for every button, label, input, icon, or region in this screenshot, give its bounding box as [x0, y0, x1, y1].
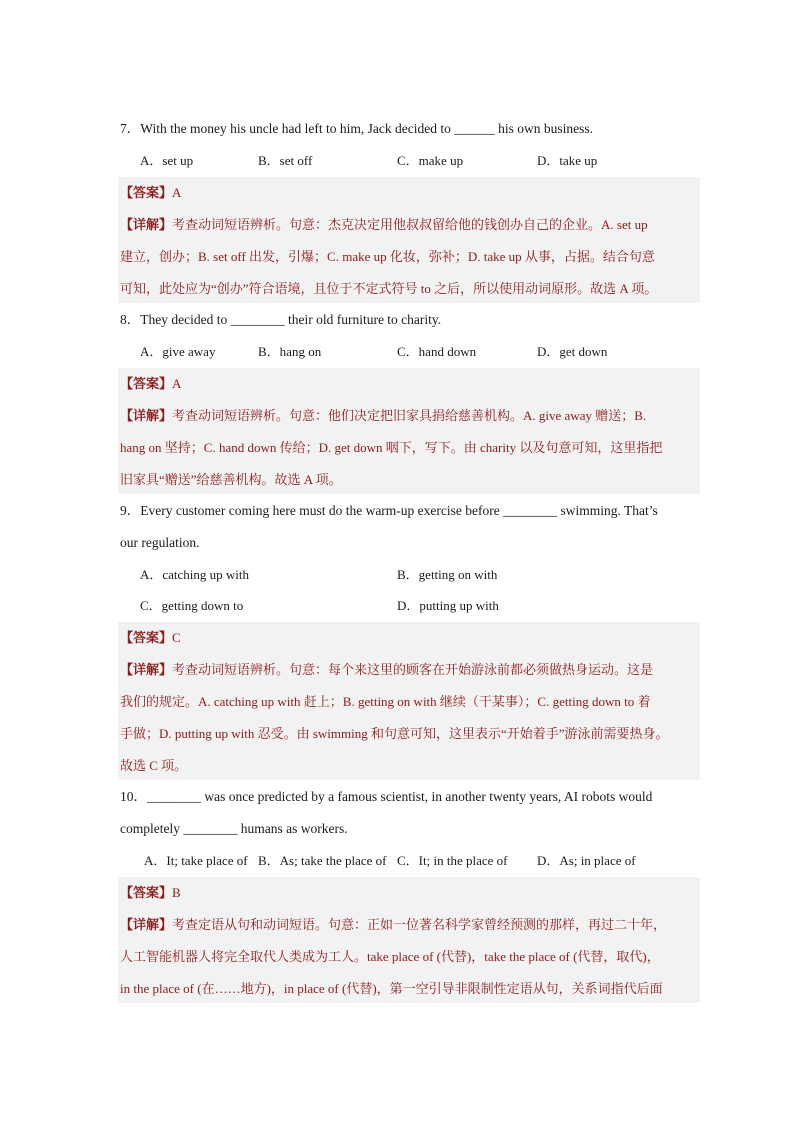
detail-text: 考查动词短语辨析。句意：杰克决定用他叔叔留给他的钱创办自己的企业。A. set up	[172, 217, 648, 232]
detail-line-4: 故选 C 项。	[120, 758, 188, 773]
answer-line	[120, 184, 181, 203]
question-9-stem-line-2: our regulation.	[120, 535, 200, 550]
question-8-stem: 8．They decided to ________ their old furniture to charity.	[120, 312, 442, 327]
question-8-answer-block	[118, 368, 700, 494]
question-8-option-d: D．get down	[537, 344, 608, 359]
detail-text: 考查动词短语辨析。句意：他们决定把旧家具捐给慈善机构。A. give away 赠送；B.	[172, 408, 647, 423]
question-10-option-b: B．As; take the place of	[258, 853, 387, 868]
question-10-option-d: D．As; in place of	[537, 853, 636, 868]
detail-line-2: 人工智能机器人将完全取代人类成为工人。take place of (代替)，take the place of (代替，取代)，	[120, 949, 660, 964]
question-7-answer-block	[118, 177, 700, 303]
question-10-stem-line-2: completely ________ humans as workers.	[120, 821, 348, 836]
question-7-option-a: A．set up	[140, 153, 194, 168]
detail-line-2: hang on 坚持；C. hand down 传给；D. get down 咽下，写下。由 charity 以及句意可知，这里指把	[120, 440, 663, 455]
question-10-option-a: A．It; take place of	[144, 853, 248, 868]
question-9-option-b: B．getting on with	[397, 567, 498, 582]
detail-line-2: 我们的规定。A. catching up with 赶上；B. getting on with 继续（干某事）；C. getting down to 着	[120, 694, 651, 709]
answer-line	[120, 629, 181, 648]
answer-value: B	[172, 885, 181, 900]
answer-value: A	[172, 376, 182, 391]
question-9-answer-block	[118, 622, 700, 780]
question-10-stem-line-1: 10．________ was once predicted by a famous scientist, in another twenty years, AI robots would	[120, 789, 653, 804]
detail-tag: 【详解】	[120, 918, 173, 933]
question-7-option-b: B．set off	[258, 153, 313, 168]
question-9-option-d: D．putting up with	[397, 598, 499, 613]
question-8-option-b: B．hang on	[258, 344, 322, 359]
answer-tag: 【答案】	[120, 377, 173, 392]
detail-line-2: 建立，创办；B. set off 出发，引爆；C. make up 化妆，弥补；D. take up 从事，占据。结合句意	[120, 249, 655, 264]
detail-line-3: 手做；D. putting up with 忍受。由 swimming 和句意可知，这里表示“开始着手”游泳前需要热身。	[120, 726, 669, 741]
detail-text: 考查定语从句和动词短语。句意：正如一位著名科学家曾经预测的那样，再过二十年，	[172, 917, 667, 932]
answer-value: A	[172, 185, 182, 200]
answer-line	[120, 884, 181, 903]
detail-tag: 【详解】	[120, 409, 173, 424]
question-7-option-c: C．make up	[397, 153, 464, 168]
question-9-option-c: C．getting down to	[140, 598, 244, 613]
question-8-option-c: C．hand down	[397, 344, 477, 359]
detail-line-3: 旧家具“赠送”给慈善机构。故选 A 项。	[120, 472, 342, 487]
answer-tag: 【答案】	[120, 631, 173, 646]
answer-value: C	[172, 630, 181, 645]
question-10-option-c: C．It; in the place of	[397, 853, 508, 868]
detail-tag: 【详解】	[120, 218, 173, 233]
question-9-stem-line-1: 9．Every customer coming here must do the warm-up exercise before ________ swimming. That’s	[120, 503, 658, 518]
detail-line-3: 可知，此处应为“创办”符合语境，且位于不定式符号 to 之后，所以使用动词原形。故选 A 项。	[120, 281, 658, 296]
question-7-stem: 7．With the money his uncle had left to him, Jack decided to ______ his own business.	[120, 121, 594, 136]
question-8-option-a: A．give away	[140, 344, 216, 359]
question-9-option-a: A．catching up with	[140, 567, 250, 582]
detail-line-3: in the place of (在……地方)，in place of (代替)，第一空引导非限制性定语从句，关系词指代后面	[120, 981, 663, 996]
detail-line-1	[120, 407, 646, 426]
question-7-option-d: D．take up	[537, 153, 598, 168]
answer-tag: 【答案】	[120, 886, 173, 901]
detail-text: 考查动词短语辨析。句意：每个来这里的顾客在开始游泳前都必须做热身运动。这是	[172, 662, 654, 677]
detail-line-1	[120, 661, 653, 680]
answer-tag: 【答案】	[120, 186, 173, 201]
detail-line-1	[120, 916, 666, 935]
answer-line	[120, 375, 181, 394]
detail-tag: 【详解】	[120, 663, 173, 678]
detail-line-1	[120, 216, 648, 235]
question-10-answer-block	[118, 877, 700, 1003]
